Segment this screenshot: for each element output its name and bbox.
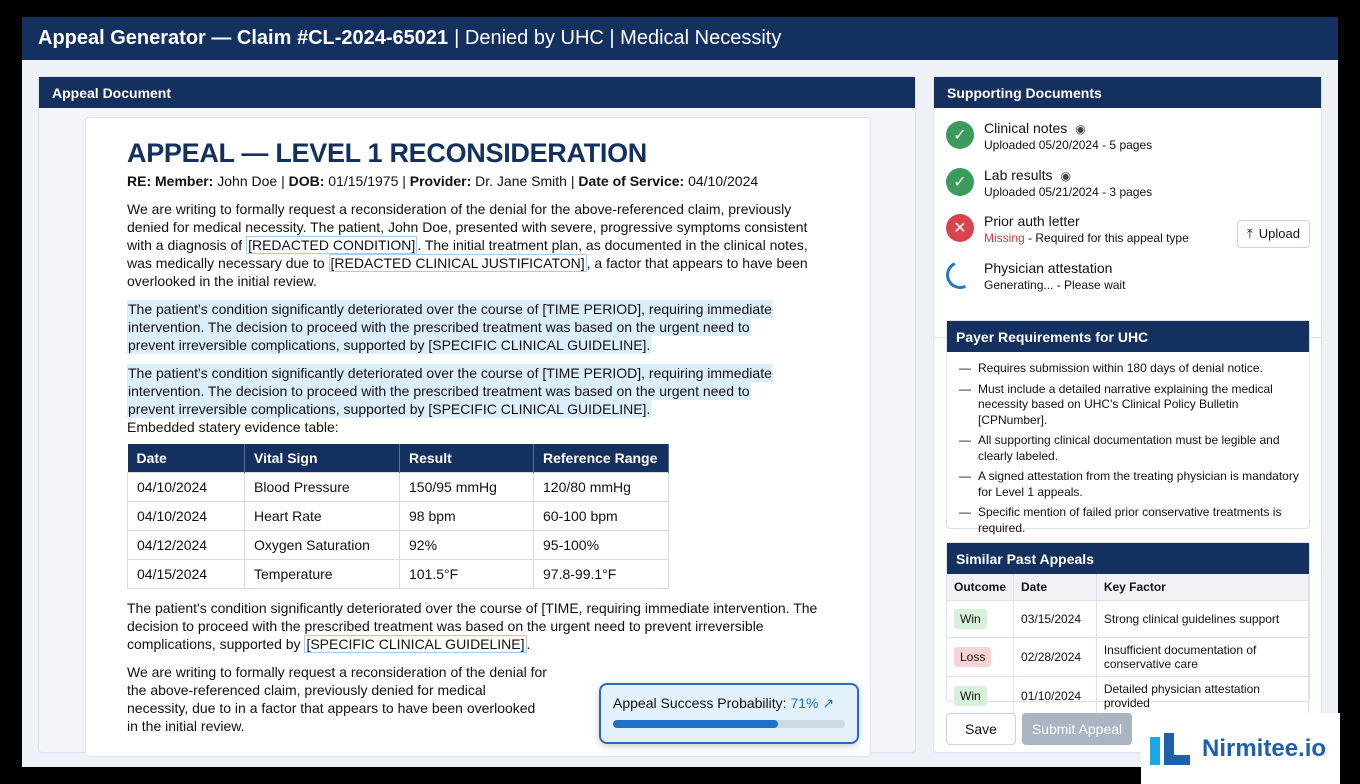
table-cell: Strong clinical guidelines support bbox=[1096, 601, 1308, 638]
close-icon: ✕ bbox=[946, 214, 974, 242]
upload-button[interactable] bbox=[1237, 220, 1310, 248]
table-row bbox=[128, 473, 669, 502]
nirmitee-logo bbox=[1141, 713, 1340, 784]
table-cell: Detailed physician attestation provided bbox=[1096, 677, 1308, 716]
requirement-item: — All supporting clinical documentation must be legible and clearly labeled. bbox=[959, 433, 1280, 463]
section-title: Payer Requirements for UHC bbox=[947, 321, 1309, 352]
probability-label: Appeal Success Probability: bbox=[613, 695, 787, 711]
table-cell: 04/12/2024 bbox=[128, 531, 245, 560]
table-row bbox=[128, 502, 669, 531]
highlighted-paragraph: The patient's condition significantly deteriorated over the course of [TIME PERIOD], requiring immediate intervention. The decision to proceed with the prescribed treatment was based on the urgent need to prevent irreversible complications, supported by [SPECIFIC CLINICAL GUIDELINE]. bbox=[128, 365, 772, 417]
check-icon: ✓ bbox=[946, 121, 974, 149]
probability-value: 71% bbox=[790, 695, 819, 711]
upload-icon: ⤒ bbox=[1247, 226, 1253, 241]
table-cell: Insufficient documentation of conservative care bbox=[1096, 638, 1308, 677]
table-cell: 101.5°F bbox=[400, 560, 534, 589]
panel-title: Appeal Document bbox=[39, 77, 915, 108]
missing-status: Missing bbox=[984, 231, 1025, 245]
document-detail: Uploaded 05/21/2024 - 3 pages bbox=[984, 184, 1153, 199]
redacted-field: [REDACTED CLINICAL JUSTIFICATON] bbox=[330, 255, 585, 271]
paragraph: The patient's condition significantly deteriorated over the course of [TIME, requiring immediate intervention. The decision to proceed with the prescribed treatment was based on the urgent need to prevent irreversible complications, supported by [SPECIFIC CLINICAL GUIDELINE] . bbox=[127, 600, 818, 652]
table-cell: 04/15/2024 bbox=[128, 560, 245, 589]
document-name: Clinical notes bbox=[984, 120, 1068, 136]
app-window bbox=[22, 17, 1338, 767]
evidence-table bbox=[127, 444, 669, 589]
appeal-probability-card bbox=[599, 683, 859, 744]
eye-icon[interactable]: ◉ bbox=[1075, 122, 1086, 136]
column-header: Reference Range bbox=[534, 444, 669, 473]
outcome-badge: Win bbox=[954, 609, 987, 629]
probability-bar bbox=[613, 720, 845, 728]
letter-reference: RE: Member: John Doe | DOB: 01/15/1975 | Provider: Dr. Jane Smith | Date of Service: 04/10/2024 bbox=[127, 173, 759, 189]
table-cell: 60-100 bpm bbox=[534, 502, 669, 531]
table-cell: Blood Pressure bbox=[245, 473, 400, 502]
requirement-item: — Must include a detailed narrative explaining the medical necessity based on UHC's Clinical Policy Bulletin [CPNumber]. bbox=[959, 381, 1273, 427]
table-cell: 97.8-99.1°F bbox=[534, 560, 669, 589]
column-header: Date bbox=[128, 444, 245, 473]
document-name: Lab results bbox=[984, 166, 1053, 183]
appeal-document-panel bbox=[38, 76, 916, 753]
document-item bbox=[934, 213, 1321, 260]
table-cell: 02/28/2024 bbox=[1014, 638, 1097, 677]
document-detail: Uploaded 05/20/2024 - 5 pages bbox=[984, 138, 1153, 152]
upload-label: Upload bbox=[1258, 226, 1300, 241]
probability-fill bbox=[613, 720, 778, 728]
table-cell: 150/95 mmHg bbox=[400, 473, 534, 502]
column-header: Date bbox=[1014, 574, 1097, 601]
table-row bbox=[128, 560, 669, 589]
table-cell: 95-100% bbox=[534, 531, 669, 560]
table-caption: Embedded statery evidence table: bbox=[127, 419, 339, 435]
logo-mark-icon bbox=[1150, 733, 1192, 765]
table-cell: 01/10/2024 bbox=[1014, 677, 1097, 716]
document-detail: Generating... - Please wait bbox=[984, 277, 1126, 292]
table-cell: 120/80 mmHg bbox=[534, 473, 669, 502]
outcome-badge: Win bbox=[954, 686, 987, 706]
redacted-field: [REDACTED CONDITION] bbox=[248, 237, 416, 253]
requirement-item: — A signed attestation from the treating physician is mandatory for Level 1 appeals. bbox=[959, 469, 1299, 499]
app-header bbox=[22, 17, 1338, 60]
document-name: Physician attestation bbox=[984, 259, 1113, 276]
trending-up-icon: ↗ bbox=[822, 695, 835, 711]
table-cell: 04/10/2024 bbox=[128, 502, 245, 531]
appeal-letter[interactable] bbox=[85, 117, 871, 757]
column-header: Key Factor bbox=[1096, 574, 1308, 601]
table-cell: 04/10/2024 bbox=[128, 473, 245, 502]
requirement-item: — Specific mention of failed prior conservative treatments is required. bbox=[959, 505, 1282, 535]
table-row bbox=[947, 638, 1309, 677]
paragraph: We are writing to formally request a reconsideration of the denial for the above-referenced claim, previously denied for medical necessity, due to in a factor that appears to have been overlooked in the initial review. bbox=[127, 664, 547, 734]
eye-icon[interactable]: ◉ bbox=[1060, 168, 1071, 183]
document-name: Prior auth letter bbox=[984, 213, 1080, 229]
highlighted-paragraph: The patient's condition significantly deteriorated over the course of [TIME PERIOD], requiring immediate intervention. The decision to proceed with the prescribed treatment was based on the urgent need to prevent irreversible complications, supported by [SPECIFIC CLINICAL GUIDELINE]. bbox=[128, 301, 772, 353]
document-item bbox=[934, 120, 1321, 167]
outcome-badge: Loss bbox=[954, 647, 991, 667]
page-title: Appeal Generator — Claim #CL-2024-65021 bbox=[38, 27, 449, 49]
check-icon: ✓ bbox=[946, 168, 974, 196]
logo-text: Nirmitee.io bbox=[1202, 734, 1327, 762]
submit-appeal-button[interactable]: Submit Appeal bbox=[1022, 713, 1132, 745]
paragraph: We are writing to formally request a reconsideration of the denial for the above-referenced claim, previously denied for medical necessity. The patient, John Doe, presented with severe, progressive symptoms consistent with a diagnosis of [REDACTED CONDITION] . The initial treatment plan, as documented in the clinical notes, was medically necessary due to [REDACTED CLINICAL JUSTIFICATON] , a factor that appears to have been overlooked in the initial review. bbox=[127, 201, 808, 289]
column-header: Outcome bbox=[947, 574, 1014, 601]
section-title: Similar Past Appeals bbox=[947, 543, 1309, 574]
payer-requirements bbox=[946, 320, 1310, 535]
supporting-documents-panel bbox=[933, 76, 1322, 753]
claim-status: | Denied by UHC | Medical Necessity bbox=[454, 27, 782, 49]
table-row bbox=[947, 677, 1309, 716]
letter-heading: APPEAL — LEVEL 1 RECONSIDERATION bbox=[127, 138, 647, 168]
column-header: Result bbox=[400, 444, 534, 473]
loading-spinner-icon bbox=[942, 257, 978, 293]
table-cell: Oxygen Saturation bbox=[245, 531, 400, 560]
table-cell: 92% bbox=[400, 531, 534, 560]
table-row bbox=[128, 531, 669, 560]
table-cell: Heart Rate bbox=[245, 502, 400, 531]
save-button[interactable]: Save bbox=[946, 713, 1016, 745]
panel-title: Supporting Documents bbox=[934, 77, 1321, 108]
table-row bbox=[947, 601, 1309, 638]
table-cell: 03/15/2024 bbox=[1014, 601, 1097, 638]
document-detail: - Required for this appeal type bbox=[1024, 231, 1189, 245]
requirement-item: — Requires submission within 180 days of denial notice. bbox=[959, 361, 1263, 375]
table-cell: 98 bpm bbox=[400, 502, 534, 531]
column-header: Vital Sign bbox=[245, 444, 400, 473]
document-item bbox=[934, 260, 1321, 307]
document-list bbox=[934, 108, 1321, 338]
redacted-field: [SPECIFIC CLINICAL GUIDELINE] bbox=[306, 636, 525, 652]
document-item bbox=[934, 167, 1321, 214]
table-cell: Temperature bbox=[245, 560, 400, 589]
similar-past-appeals bbox=[946, 542, 1310, 710]
